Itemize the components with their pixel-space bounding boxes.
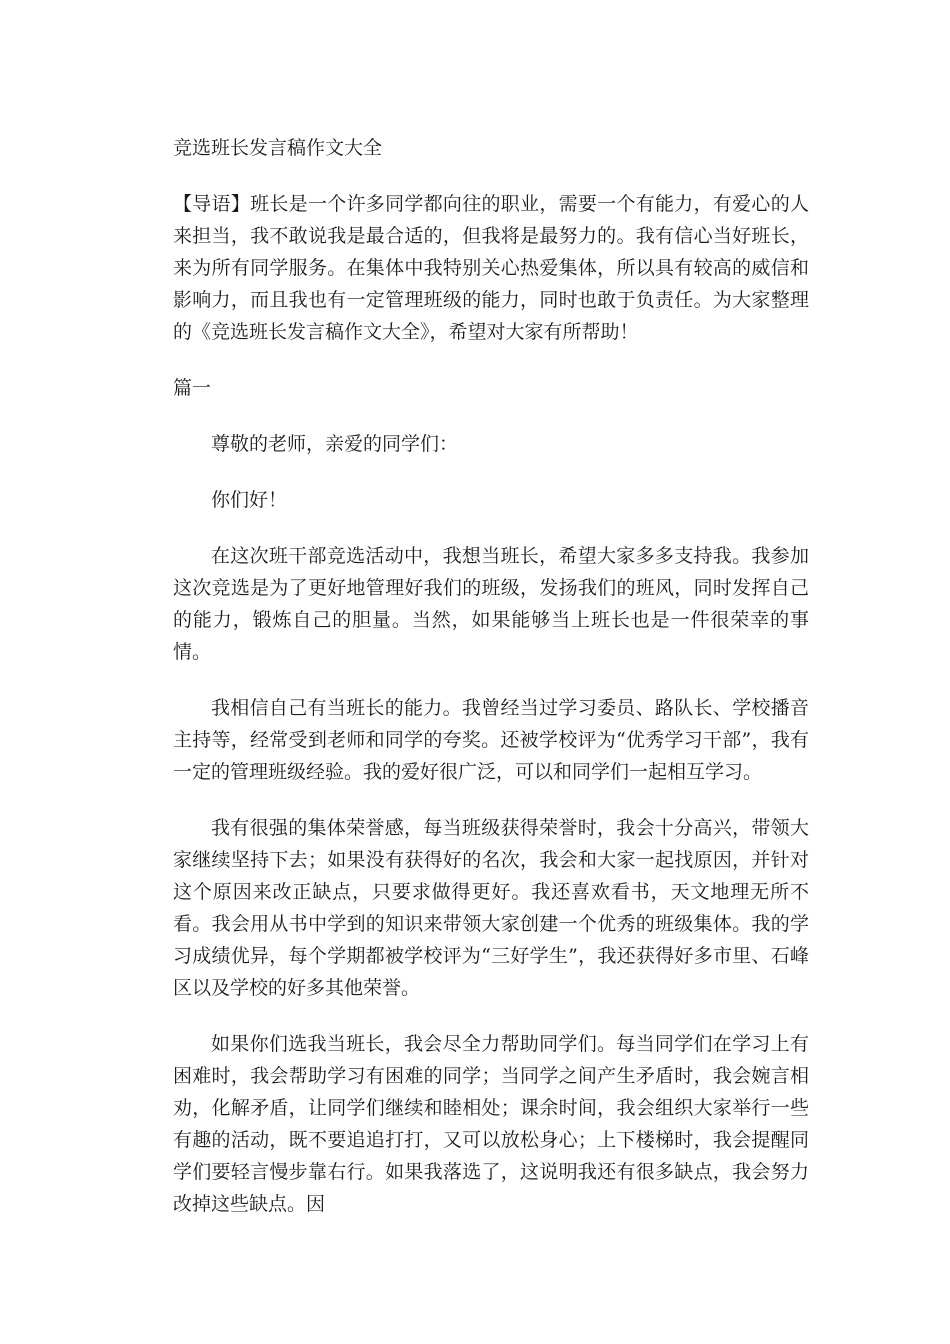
salutation: 尊敬的老师，亲爱的同学们：: [211, 433, 459, 455]
body-paragraph: 我有很强的集体荣誉感，每当班级获得荣誉时，我会十分高兴，带领大家继续坚持下去；如果没有获得好的名次，我会和大家一起找原因，并针对这个原因来改正缺点，只要求做得更好。我还喜欢看书，天文地理无所不看。我会用从书中学到的知识来带领大家创建一个优秀的班级集体。我的学习成绩优异，每个学期都被学校评为“三好学生”，我还获得好多市里、石峰区以及学校的好多其他荣誉。: [173, 817, 809, 999]
document-body: [173, 132, 809, 1244]
body-paragraph: 在这次班干部竞选活动中，我想当班长，希望大家多多支持我。我参加这次竞选是为了更好地管理好我们的班级，发扬我们的班风，同时发挥自己的能力，锻炼自己的胆量。当然，如果能够当上班长也是一件很荣幸的事情。: [173, 545, 809, 663]
greeting: 你们好！: [211, 489, 288, 511]
intro-paragraph: 【导语】班长是一个许多同学都向往的职业，需要一个有能力，有爱心的人来担当，我不敢说我是最合适的，但我将是最努力的。我有信心当好班长，来为所有同学服务。在集体中我特别关心热爱集体，所以具有较高的威信和影响力，而且我也有一定管理班级的能力，同时也敢于负责任。为大家整理的《竞选班长发言稿作文大全》，希望对大家有所帮助！: [173, 193, 809, 343]
body-paragraph: 如果你们选我当班长，我会尽全力帮助同学们。每当同学们在学习上有困难时，我会帮助学习有困难的同学；当同学之间产生矛盾时，我会婉言相劝，化解矛盾，让同学们继续和睦相处；课余时间，我会组织大家举行一些有趣的活动，既不要追追打打，又可以放松身心；上下楼梯时，我会提醒同学们要轻言慢步靠右行。如果我落选了，这说明我还有很多缺点，我会努力改掉这些缺点。因: [173, 1033, 809, 1215]
body-paragraph: 我相信自己有当班长的能力。我曾经当过学习委员、路队长、学校播音主持等，经常受到老师和同学的夸奖。还被学校评为“优秀学习干部”，我有一定的管理班级经验。我的爱好很广泛，可以和同学们一起相互学习。: [173, 697, 809, 783]
section-heading: 篇一: [173, 377, 212, 399]
document-title: 竞选班长发言稿作文大全: [173, 137, 383, 159]
